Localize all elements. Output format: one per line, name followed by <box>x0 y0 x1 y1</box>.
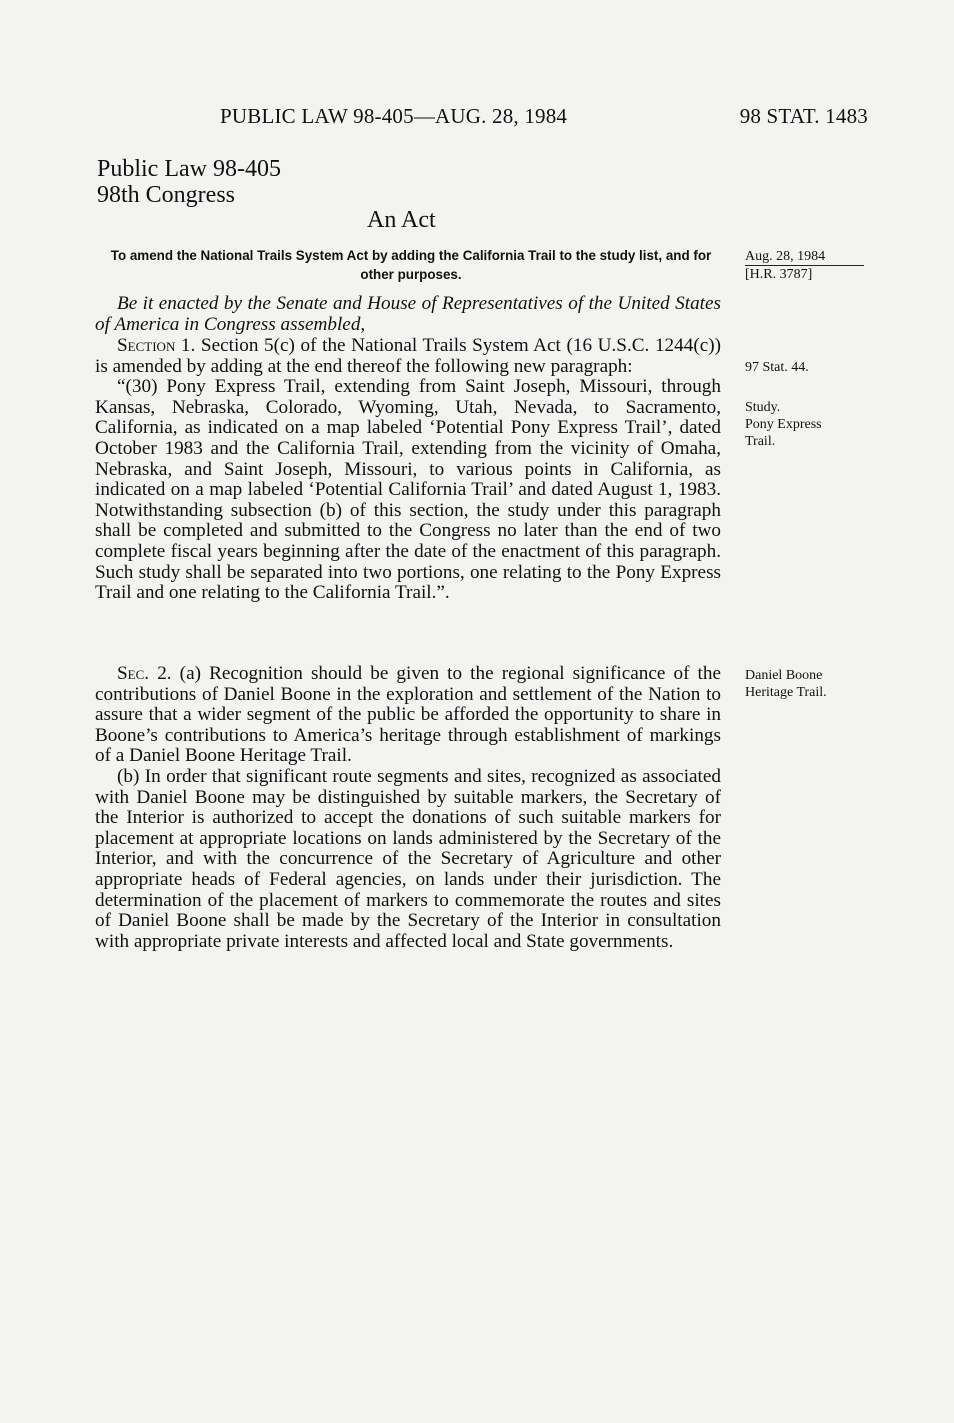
section-1-intro-text: 1. Section 5(c) of the National Trails System Act (16 U.S.C. 1244(c)) is amended by adding at the end thereof the following new paragraph: <box>95 335 721 377</box>
public-law-number: Public Law 98-405 <box>97 156 281 182</box>
running-head-left: PUBLIC LAW 98-405—AUG. 28, 1984 <box>220 104 568 128</box>
margin-note-line: Daniel Boone <box>745 668 823 683</box>
running-head-right: 98 STAT. 1483 <box>739 104 868 128</box>
section-2 <box>95 664 721 952</box>
margin-note-line: Trail. <box>745 434 776 449</box>
margin-note-line: Study. <box>745 400 781 415</box>
section-2-label: Sec. <box>117 663 150 684</box>
section-1 <box>95 336 721 604</box>
margin-note-study <box>745 399 865 450</box>
margin-citation: 97 Stat. 44. <box>745 360 809 375</box>
margin-bill-number: [H.R. 3787] <box>745 267 813 282</box>
margin-note-line: Heritage Trail. <box>745 685 827 700</box>
margin-note-boone <box>745 667 875 701</box>
enacting-clause <box>95 294 721 335</box>
section-1-label: Section <box>117 335 176 356</box>
congress-number: 98th Congress <box>97 182 235 208</box>
section-2-para-a-text: 2. (a) Recognition should be given to the regional significance of the contributions of Daniel Boone in the exploration and settlement of the Nation to assure that a wider segment of the public be afforded the opportunity to share in Boone’s contributions to America’s heritage through establishment of markings of a Daniel Boone Heritage Trail. <box>95 663 721 767</box>
margin-note-line: Pony Express <box>745 417 822 432</box>
section-2-para-b: (b) In order that significant route segments and sites, recognized as associated with Daniel Boone may be distinguished by suitable markers, the Secretary of the Interior is authorized to accept the donations of such suitable markers for placement at appropriate locations on lands administered by the Secretary of the Interior, and with the concurrence of the Secretary of Agriculture and other appropriate heads of Federal agencies, on lands under their jurisdiction. The determination of the placement of markers to commemorate the routes and sites of Daniel Boone shall be made by the Secretary of the Interior in consultation with appropriate private interests and affected local and State governments. <box>95 765 721 952</box>
act-heading: An Act <box>367 207 436 233</box>
enacting-text: Be it enacted by the Senate and House of Representatives of the United States of America in Congress assembled, <box>95 293 721 335</box>
section-1-quoted-paragraph: “(30) Pony Express Trail, extending from Saint Joseph, Missouri, through Kansas, Nebraska, Colorado, Wyoming, Utah, Nevada, to Sacramento, California, as indicated on a map labeled ‘Potential Pony Express Trail’, dated October 1983 and the California Trail, extending from the vicinity of Omaha, Nebraska, and Saint Joseph, Missouri, to various points in California, as indicated on a map labeled ‘Potential California Trail’ and dated August 1, 1983. Notwithstanding subsection (b) of this section, the study under this paragraph shall be completed and submitted to the Congress no later than the end of two complete fiscal years beginning after the date of the enactment of this paragraph. Such study shall be separated into two portions, one relating to the Pony Express Trail and one relating to the California Trail.”. <box>95 376 721 604</box>
section-1-intro <box>95 336 721 377</box>
margin-date: Aug. 28, 1984 <box>745 249 826 264</box>
act-purpose: To amend the National Trails System Act by adding the California Trail to the study list, and for other purposes. <box>110 248 712 282</box>
section-2-para-a <box>95 664 721 767</box>
